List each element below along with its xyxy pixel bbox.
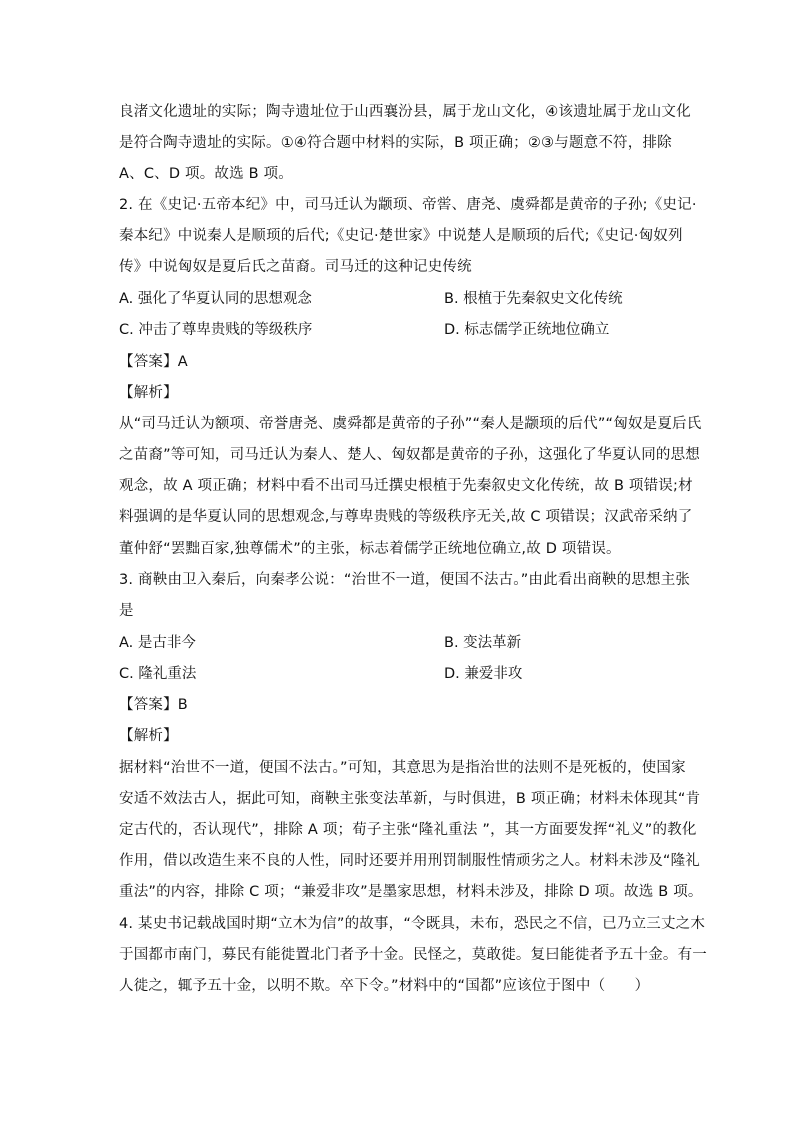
q2-option-d: D. 标志儒学正统地位确立 xyxy=(444,322,610,338)
text-line: 良渚文化遗址的实际；陶寺遗址位于山西襄汾县，属于龙山文化，④该遗址属于龙山文化 xyxy=(119,104,691,120)
q2-analysis-text: 从“司马迁认为额项、帝誉唐尧、虞舜都是黄帝的子孙”“秦人是颛顼的后代”“匈奴是夏后氏 xyxy=(119,416,702,432)
text-line: A、C、D 项。故选 B 项。 xyxy=(119,166,293,182)
question-4-stem: 4. 某史书记载战国时期“立木为信”的故事，“令既具，未布，恐民之不信，已乃立三丈之木 xyxy=(119,916,706,932)
question-2-stem: 传》中说匈奴是夏后氏之苗裔。司马迁的这种记史传统 xyxy=(119,259,472,275)
question-3-stem: 是 xyxy=(119,603,134,619)
q2-option-a: A. 强化了华夏认同的思想观念 xyxy=(119,291,312,307)
q2-option-c: C. 冲击了尊卑贵贱的等级秩序 xyxy=(119,322,313,338)
q2-analysis-text: 董仲舒“罢黜百家,独尊儒术”的主张，标志着儒学正统地位确立,故 D 项错误。 xyxy=(119,541,621,557)
q3-analysis-text: 重法”的内容，排除 C 项；“兼爱非攻”是墨家思想，材料未涉及，排除 D 项。故选 B 项。 xyxy=(119,884,703,900)
question-4-stem: 于国都市南门，募民有能徙置北门者予十金。民怪之，莫敢徙。复曰能徙者予五十金。有一 xyxy=(119,947,707,963)
q2-answer: 【答案】A xyxy=(119,354,188,370)
q3-option-b: B. 变法革新 xyxy=(444,635,522,651)
q2-option-b: B. 根植于先秦叙史文化传统 xyxy=(444,291,623,307)
q3-option-a: A. 是古非今 xyxy=(119,635,196,651)
q2-analysis-heading: 【解析】 xyxy=(119,385,178,401)
question-4-stem: 人徙之，辄予五十金，以明不欺。卒下令。”材料中的“国都”应该位于图中（ ） xyxy=(119,978,650,994)
question-2-stem: 秦本纪》中说秦人是顺顼的后代;《史记·楚世家》中说楚人是顺顼的后代;《史记·匈奴列 xyxy=(119,228,683,244)
q3-option-d: D. 兼爱非攻 xyxy=(444,666,523,682)
q2-analysis-text: 之苗裔”等可知，司马迁认为秦人、楚人、匈奴都是黄帝的子孙，这强化了华夏认同的思想 xyxy=(119,447,701,463)
question-2-stem: 2. 在《史记·五帝本纪》中，司马迁认为颛顼、帝喾、唐尧、虞舜都是黄帝的子孙;《史记· xyxy=(119,197,697,213)
q3-answer: 【答案】B xyxy=(119,697,188,713)
q3-analysis-text: 作用，借以改造生来不良的人性，同时还要并用刑罚制服性情顽劣之人。材料未涉及“隆礼 xyxy=(119,853,701,869)
q2-analysis-text: 料强调的是华夏认同的思想观念,与尊卑贵贱的等级秩序无关,故 C 项错误；汉武帝采纳了 xyxy=(119,509,693,525)
q3-analysis-heading: 【解析】 xyxy=(119,728,178,744)
q3-analysis-text: 定古代的，否认现代”，排除 A 项；荀子主张“隆礼重法 ”，其一方面要发挥“礼义”的教化 xyxy=(119,822,697,838)
q3-analysis-text: 据材料“治世不一道，便国不法古。”可知，其意思为是指治世的法则不是死板的，使国家 xyxy=(119,760,686,776)
q3-option-c: C. 隆礼重法 xyxy=(119,666,197,682)
question-3-stem: 3. 商鞅由卫入秦后，向秦孝公说：“治世不一道，便国不法古。”由此看出商鞅的思想主张 xyxy=(119,572,691,588)
q2-analysis-text: 观念，故 A 项正确；材料中看不出司马迁撰史根植于先秦叙史文化传统，故 B 项错误;材 xyxy=(119,478,693,494)
q3-analysis-text: 安适不效法古人，据此可知，商鞅主张变法革新，与时俱进，B 项正确；材料未体现其“肯 xyxy=(119,791,701,807)
text-line: 是符合陶寺遗址的实际。①④符合题中材料的实际，B 项正确；②③与题意不符，排除 xyxy=(119,135,672,151)
